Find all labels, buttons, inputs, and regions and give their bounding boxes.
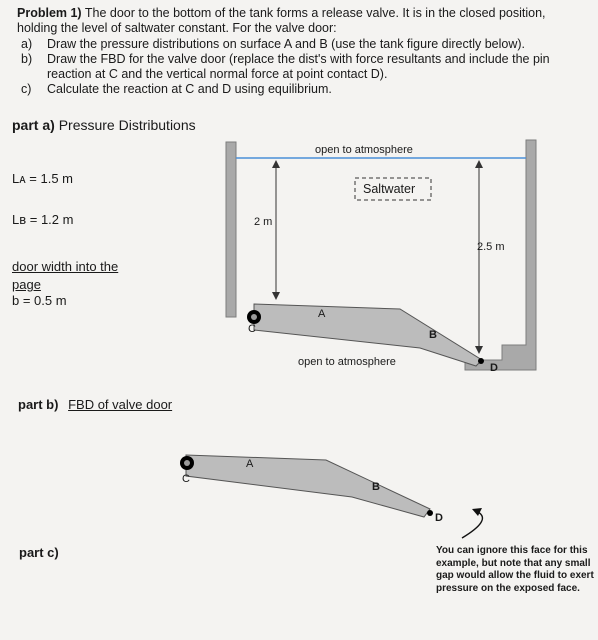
- param-la: Lᴀ = 1.5 m: [12, 171, 74, 186]
- item-b-text: Draw the FBD for the valve door (replace the dist's with force resultants and include the pin: [47, 52, 550, 66]
- contact-d: [478, 358, 484, 364]
- part-a-label: part a): [12, 117, 55, 133]
- dim-25m-arrow-top: [475, 160, 483, 168]
- item-c-text: Calculate the reaction at C and D using equilibrium.: [47, 82, 332, 96]
- door-width-line-1: door width into the: [12, 259, 119, 274]
- part-b-title: FBD of valve door: [68, 397, 173, 412]
- problem-intro-1: The door to the bottom of the tank forms a release valve. It is in the closed position,: [84, 6, 546, 20]
- tank-open-top: open to atmosphere: [315, 144, 413, 156]
- tank-dim-2m: 2 m: [254, 216, 273, 228]
- fbd-label-d: D: [435, 512, 443, 524]
- dim-2m-arrow-bottom: [272, 292, 280, 300]
- fbd-label-b: B: [372, 481, 380, 493]
- note-arrow: [462, 512, 482, 538]
- dim-25m-arrow-bottom: [475, 346, 483, 354]
- item-b-marker: b): [21, 52, 33, 66]
- tank-label-c: C: [248, 323, 256, 335]
- tank-dim-25m: 2.5 m: [477, 241, 505, 253]
- tank-label-a: A: [318, 308, 326, 320]
- fbd-pin-c-inner: [184, 460, 190, 466]
- item-b-text-cont: reaction at C and the vertical normal force at point contact D).: [47, 67, 388, 81]
- tank-label-b: B: [429, 329, 437, 341]
- fbd-label-c: C: [182, 473, 190, 485]
- part-b-heading: [18, 397, 172, 412]
- tank-saltwater: Saltwater: [363, 182, 416, 196]
- fbd-door: [186, 455, 430, 517]
- problem-intro-2: holding the level of saltwater constant. For the valve door:: [17, 21, 337, 35]
- tank-open-bottom: open to atmosphere: [298, 356, 396, 368]
- fbd-contact-d: [427, 510, 433, 516]
- fbd-label-a: A: [246, 458, 254, 470]
- problem-title: Problem 1): [17, 6, 82, 20]
- part-a-title: Pressure Distributions: [58, 117, 196, 133]
- tank-label-d: D: [490, 362, 498, 374]
- part-b-label: part b): [18, 397, 59, 412]
- param-lb: Lʙ = 1.2 m: [12, 212, 74, 227]
- dim-2m-arrow-top: [272, 160, 280, 168]
- item-a-text: Draw the pressure distributions on surface A and B (use the tank figure directly below).: [47, 37, 526, 51]
- door-width-line-2: page: [12, 277, 41, 292]
- item-c-marker: c): [21, 82, 32, 96]
- pin-c-inner: [251, 314, 257, 320]
- part-c-note: You can ignore this face for this example, but note that any small gap would allow the fluid to exert pressure on the exposed face.: [436, 545, 594, 594]
- part-c-label: part c): [19, 545, 59, 560]
- tank-right-wall: [465, 140, 536, 370]
- door-width-value: b = 0.5 m: [12, 293, 67, 308]
- item-a-marker: a): [21, 37, 33, 51]
- tank-left-wall: [226, 142, 236, 317]
